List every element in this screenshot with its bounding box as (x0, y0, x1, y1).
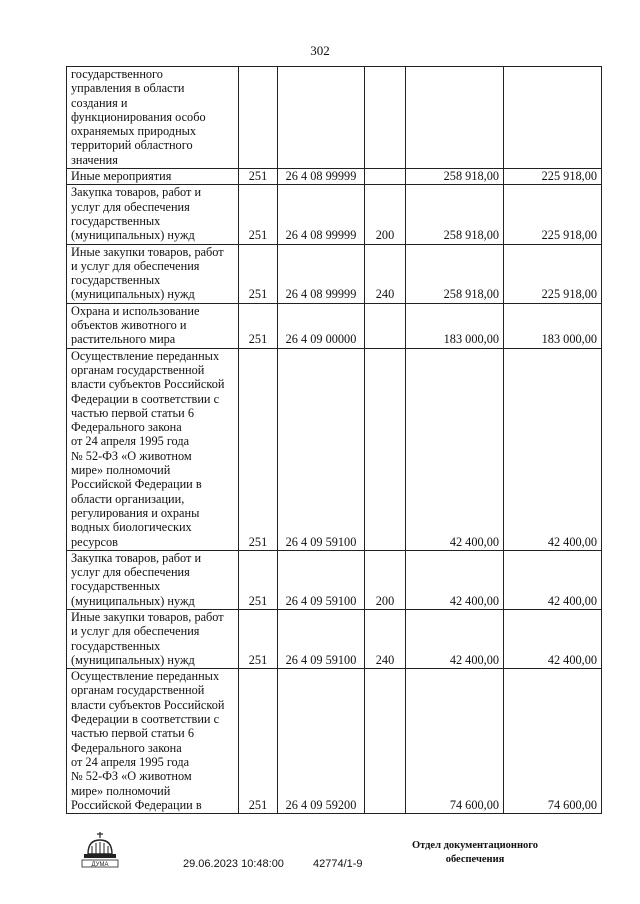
budget-table-body (67, 67, 602, 814)
row-name-line: Закупка товаров, работ и (71, 550, 202, 565)
row-csr: 26 4 08 99999 (278, 185, 365, 244)
row-sum-2023: 42 400,00 (406, 550, 504, 609)
row-sum-2023: 258 918,00 (406, 244, 504, 303)
row-name-line: (муниципальных) нужд (71, 228, 195, 243)
row-name-line: территорий областного (71, 138, 193, 153)
footer-department-line: обеспечения (445, 854, 505, 865)
footer-doc-number: 42774/1-9 (313, 858, 363, 870)
row-csr (278, 67, 365, 169)
row-csr: 26 4 09 59200 (278, 669, 365, 814)
row-vr: 200 (365, 185, 406, 244)
row-name-line: (муниципальных) нужд (71, 593, 195, 608)
row-ved: 251 (239, 185, 278, 244)
budget-table (66, 66, 602, 814)
row-name-line: функционирования особо (71, 109, 206, 124)
row-sum-2024: 225 918,00 (504, 169, 602, 185)
row-name-line: № 52-ФЗ «О животном (71, 769, 192, 784)
row-sum-2024: 225 918,00 (504, 244, 602, 303)
row-csr: 26 4 08 99999 (278, 169, 365, 185)
row-sum-2023: 42 400,00 (406, 348, 504, 550)
row-name-line: государственных (71, 213, 161, 228)
row-ved: 251 (239, 169, 278, 185)
row-name-line: от 24 апреля 1995 года (71, 434, 190, 449)
row-name-line: области организации, (71, 491, 185, 506)
row-name-line: (муниципальных) нужд (71, 287, 195, 302)
row-name-line: Осуществление переданных (71, 348, 220, 363)
row-name (67, 669, 239, 814)
duma-logo (80, 830, 120, 868)
row-name-line: охраняемых природных (71, 124, 197, 139)
row-vr (365, 303, 406, 348)
row-vr: 200 (365, 550, 406, 609)
row-name (67, 609, 239, 668)
row-vr (365, 169, 406, 185)
table-row (67, 169, 602, 185)
table-row (67, 348, 602, 550)
row-vr: 240 (365, 244, 406, 303)
row-sum-2024: 42 400,00 (504, 609, 602, 668)
row-name (67, 67, 239, 169)
row-ved (239, 67, 278, 169)
row-csr: 26 4 09 59100 (278, 609, 365, 668)
row-vr (365, 348, 406, 550)
row-name-line: государственных (71, 579, 161, 594)
page-number: 302 (310, 43, 330, 58)
row-name-line: и услуг для обеспечения (71, 624, 200, 639)
row-name-line: Охрана и использование (71, 303, 200, 318)
row-name-line: (муниципальных) нужд (71, 652, 195, 667)
row-name-line: объектов животного и (71, 318, 187, 333)
row-name-line: Иные закупки товаров, работ (71, 609, 224, 624)
row-name-line: создания и (71, 95, 128, 110)
row-name-line: управления в области (71, 81, 185, 96)
row-csr: 26 4 08 99999 (278, 244, 365, 303)
row-name-line: Закупка товаров, работ и (71, 185, 202, 200)
row-csr: 26 4 09 59100 (278, 348, 365, 550)
row-name-line: Федерации в соответствии с (71, 391, 220, 406)
table-row (67, 609, 602, 668)
row-sum-2023 (406, 67, 504, 169)
row-ved: 251 (239, 550, 278, 609)
table-row (67, 669, 602, 814)
row-name-line: от 24 апреля 1995 года (71, 754, 190, 769)
row-name-line: регулирования и охраны (71, 505, 200, 520)
row-name-line: частью первой статьи 6 (71, 726, 194, 741)
row-vr: 240 (365, 609, 406, 668)
row-name-line: и услуг для обеспечения (71, 258, 200, 273)
row-name-line: услуг для обеспечения (71, 199, 190, 214)
row-name (67, 550, 239, 609)
row-sum-2023: 183 000,00 (406, 303, 504, 348)
row-name-line: значения (71, 152, 118, 167)
table-row (67, 185, 602, 244)
row-name-line: власти субъектов Российской (71, 377, 225, 392)
row-vr (365, 669, 406, 814)
row-name (67, 244, 239, 303)
row-name-line: мире» полномочий (71, 783, 171, 798)
row-name-line: Федерации в соответствии с (71, 712, 220, 727)
row-name-line: Российской Федерации в (71, 477, 202, 492)
svg-text:ДУМА: ДУМА (91, 862, 109, 868)
row-sum-2023: 42 400,00 (406, 609, 504, 668)
row-name-line: услуг для обеспечения (71, 565, 190, 580)
row-ved: 251 (239, 303, 278, 348)
row-sum-2024: 42 400,00 (504, 348, 602, 550)
row-name-line: мире» полномочий (71, 463, 171, 478)
row-name (67, 185, 239, 244)
row-name-line: Федерального закона (71, 420, 182, 435)
row-name-line: государственного (71, 67, 163, 81)
row-ved: 251 (239, 609, 278, 668)
row-ved: 251 (239, 348, 278, 550)
row-sum-2024: 74 600,00 (504, 669, 602, 814)
row-name-line: Иные закупки товаров, работ (71, 244, 224, 259)
row-name-line: Осуществление переданных (71, 669, 220, 684)
row-csr: 26 4 09 00000 (278, 303, 365, 348)
row-name-line: Российской Федерации в (71, 797, 202, 812)
row-sum-2024: 42 400,00 (504, 550, 602, 609)
row-name-line: государственных (71, 273, 161, 288)
table-row (67, 550, 602, 609)
row-name-line: государственных (71, 638, 161, 653)
row-name-line: Федерального закона (71, 740, 182, 755)
table-row (67, 244, 602, 303)
row-name-line: ресурсов (71, 534, 118, 549)
row-ved: 251 (239, 244, 278, 303)
footer-department (400, 839, 550, 867)
row-name-line: растительного мира (71, 332, 176, 347)
row-name (67, 303, 239, 348)
row-ved: 251 (239, 669, 278, 814)
footer-date: 29.06.2023 10:48:00 (183, 858, 284, 870)
row-name-line: частью первой статьи 6 (71, 405, 194, 420)
row-csr: 26 4 09 59100 (278, 550, 365, 609)
row-sum-2024: 183 000,00 (504, 303, 602, 348)
row-sum-2024 (504, 67, 602, 169)
row-sum-2023: 74 600,00 (406, 669, 504, 814)
row-sum-2023: 258 918,00 (406, 185, 504, 244)
row-sum-2024: 225 918,00 (504, 185, 602, 244)
footer-department-line: Отдел документационного (411, 840, 539, 851)
row-name-line: власти субъектов Российской (71, 697, 225, 712)
row-name-line: водных биологических (71, 520, 192, 535)
row-name (67, 348, 239, 550)
row-name-line: № 52-ФЗ «О животном (71, 448, 192, 463)
row-sum-2023: 258 918,00 (406, 169, 504, 185)
row-name: Иные мероприятия (67, 169, 239, 185)
row-name-line: органам государственной (71, 362, 205, 377)
row-vr (365, 67, 406, 169)
table-row (67, 67, 602, 169)
row-name-line: органам государственной (71, 683, 205, 698)
table-row (67, 303, 602, 348)
